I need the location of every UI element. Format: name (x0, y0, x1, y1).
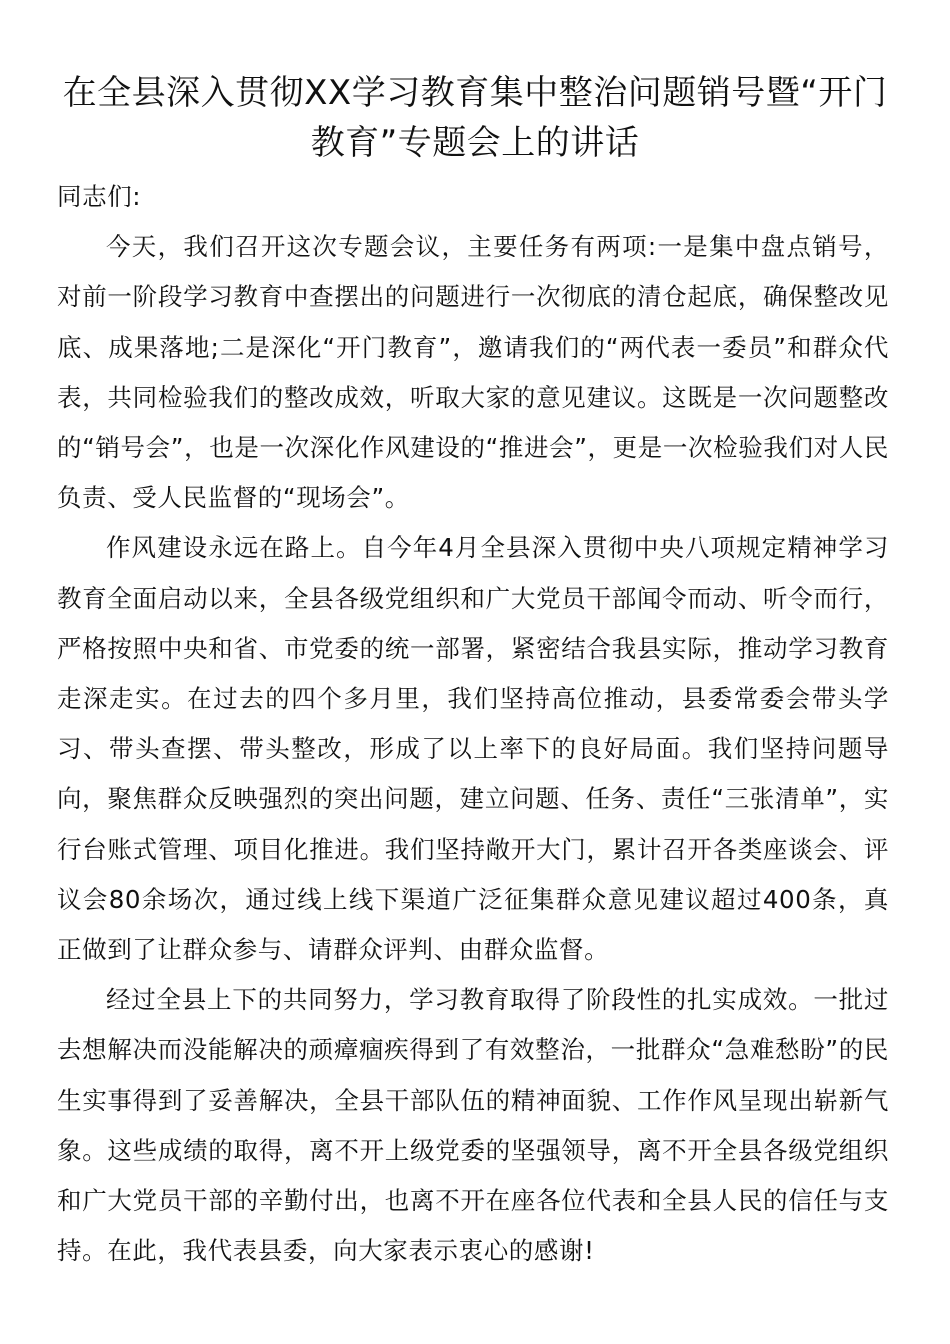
paragraph-work-style: 作风建设永远在路上。自今年4月全县深入贯彻中央八项规定精神学习教育全面启动以来，全县各级党组织和广大党员干部闻令而动、听令而行，严格按照中央和省、市党委的统一部署，紧密结合我县实际，推动学习教育走深走实。在过去的四个多月里，我们坚持高位推动，县委常委会带头学习、带头查摆、带头整改，形成了以上率下的良好局面。我们坚持问题导向，聚焦群众反映强烈的突出问题，建立问题、任务、责任“三张清单”，实行台账式管理、项目化推进。我们坚持敞开大门，累计召开各类座谈会、评议会80余场次，通过线上线下渠道广泛征集群众意见建议超过400条，真正做到了让群众参与、请群众评判、由群众监督。 (57, 533, 889, 965)
paragraph-achievements: 经过全县上下的共同努力，学习教育取得了阶段性的扎实成效。一批过去想解决而没能解决的顽瘴痼疾得到了有效整治，一批群众“急难愁盼”的民生实事得到了妥善解决，全县干部队伍的精神面貌、工作作风呈现出崭新气象。这些成绩的取得，离不开上级党委的坚强领导，离不开全县各级党组织和广大党员干部的辛勤付出，也离不开在座各位代表和全县人民的信任与支持。在此，我代表县委，向大家表示衷心的感谢! (57, 985, 889, 1266)
paragraph-opening: 今天，我们召开这次专题会议，主要任务有两项:一是集中盘点销号，对前一阶段学习教育中查摆出的问题进行一次彻底的清仓起底，确保整改见底、成果落地;二是深化“开门教育”，邀请我们的“两代表一委员”和群众代表，共同检验我们的整改成效，听取大家的意见建议。这既是一次问题整改的“销号会”，也是一次深化作风建设的“推进会”，更是一次检验我们对人民负责、受人民监督的“现场会”。 (57, 232, 889, 513)
document-body (57, 172, 889, 1276)
salutation: 同志们: (57, 182, 142, 211)
document-title: 在全县深入贯彻XX学习教育集中整治问题销号暨“开门教育”专题会上的讲话 (62, 73, 888, 163)
